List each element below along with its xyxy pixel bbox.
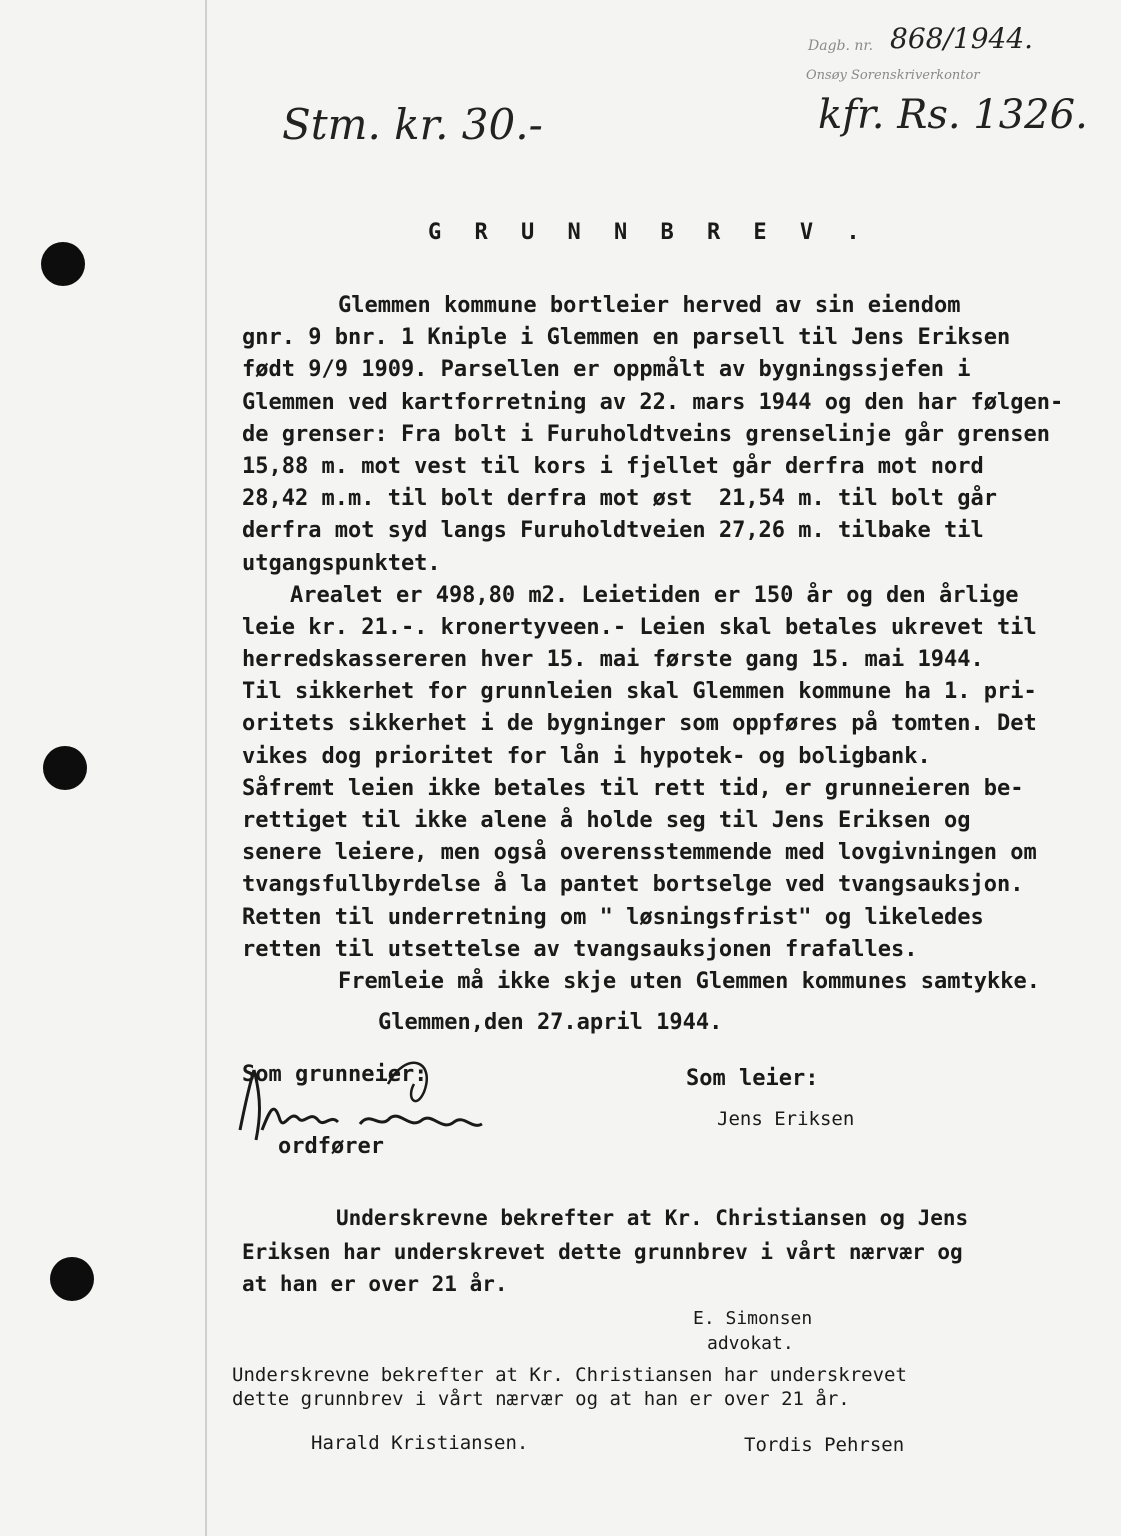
document-title: G R U N N B R E V . <box>428 220 870 245</box>
attest1-line: Eriksen har underskrevet dette grunnbrev i vårt nærvær og <box>242 1240 963 1264</box>
place-date: Glemmen,den 27.april 1944. <box>378 1010 723 1035</box>
stamp-fee-handwritten: Stm. kr. 30.- <box>282 100 543 149</box>
attest2-line: dette grunnbrev i vårt nærvær og at han er over 21 år. <box>232 1388 850 1410</box>
attest1-line: at han er over 21 år. <box>242 1272 508 1296</box>
stamp-dagbok-label: Dagb. nr. <box>808 38 874 54</box>
attest1-signer-title: advokat. <box>707 1333 794 1354</box>
punch-hole <box>41 242 85 286</box>
body-line: Til sikkerhet for grunnleien skal Glemmen kommune ha 1. pri- <box>242 679 1037 705</box>
witness-name: Harald Kristiansen. <box>311 1432 529 1454</box>
body-line: de grenser: Fra bolt i Furuholdtveins grenselinje går grensen <box>242 421 1050 447</box>
body-line: herredskassereren hver 15. mai første gang 15. mai 1944. <box>242 647 984 673</box>
punch-hole <box>50 1257 94 1301</box>
landowner-title: ordfører <box>278 1134 384 1159</box>
body-line: Arealet er 498,80 m2. Leietiden er 150 år og den årlige <box>290 582 1019 608</box>
punch-hole <box>43 746 87 790</box>
document-body <box>242 290 1092 998</box>
attest2-line: Underskrevne bekrefter at Kr. Christiansen har underskrevet <box>232 1364 907 1386</box>
witness-name: Tordis Pehrsen <box>744 1434 905 1456</box>
body-line: oritets sikkerhet i de bygninger som oppføres på tomten. Det <box>242 711 1037 737</box>
lessee-label: Som leier: <box>686 1066 819 1091</box>
body-line: tvangsfullbyrdelse å la pantet bortselge ved tvangsauksjon. <box>242 872 1024 898</box>
body-line: gnr. 9 bnr. 1 Kniple i Glemmen en parsell til Jens Eriksen <box>242 325 1011 351</box>
landowner-label: Som grunneier: <box>242 1062 428 1087</box>
body-line: senere leiere, men også overensstemmende med lovgivningen om <box>242 840 1037 866</box>
body-line: retten til utsettelse av tvangsauksjonen frafalles. <box>242 936 918 962</box>
body-line: 28,42 m.m. til bolt derfra mot øst 21,54 m. til bolt går <box>242 486 997 512</box>
body-line: leie kr. 21.-. kronertyveen.- Leien skal betales ukrevet til <box>242 614 1037 640</box>
body-line: Såfremt leien ikke betales til rett tid, er grunneieren be- <box>242 775 1024 801</box>
attest1-line: Underskrevne bekrefter at Kr. Christiansen og Jens <box>336 1206 969 1230</box>
body-line: Retten til underretning om " løsningsfrist" og likeledes <box>242 904 984 930</box>
body-line: Fremleie må ikke skje uten Glemmen kommunes samtykke. <box>338 968 1040 994</box>
stamp-office: Onsøy Sorenskriverkontor <box>806 68 980 83</box>
body-line: født 9/9 1909. Parsellen er oppmålt av bygningssjefen i <box>242 357 971 383</box>
lessee-name: Jens Eriksen <box>717 1108 855 1130</box>
body-line: 15,88 m. mot vest til kors i fjellet går derfra mot nord <box>242 453 984 479</box>
body-line: rettiget til ikke alene å holde seg til Jens Eriksen og <box>242 808 971 833</box>
body-line: Glemmen ved kartforretning av 22. mars 1944 og den har følgen- <box>242 389 1064 415</box>
reference-handwritten: kfr. Rs. 1326. <box>818 92 1088 138</box>
body-line: utgangspunktet. <box>242 550 441 576</box>
body-line: vikes dog prioritet for lån i hypotek- og boligbank. <box>242 743 931 769</box>
attest1-signer-name: E. Simonsen <box>693 1308 813 1329</box>
body-line: derfra mot syd langs Furuholdtveien 27,26 m. tilbake til <box>242 518 984 544</box>
stamp-dagbok-number: 868/1944. <box>890 22 1034 55</box>
body-line: Glemmen kommune bortleier herved av sin eiendom <box>338 293 961 318</box>
page-fold-line <box>205 0 207 1536</box>
